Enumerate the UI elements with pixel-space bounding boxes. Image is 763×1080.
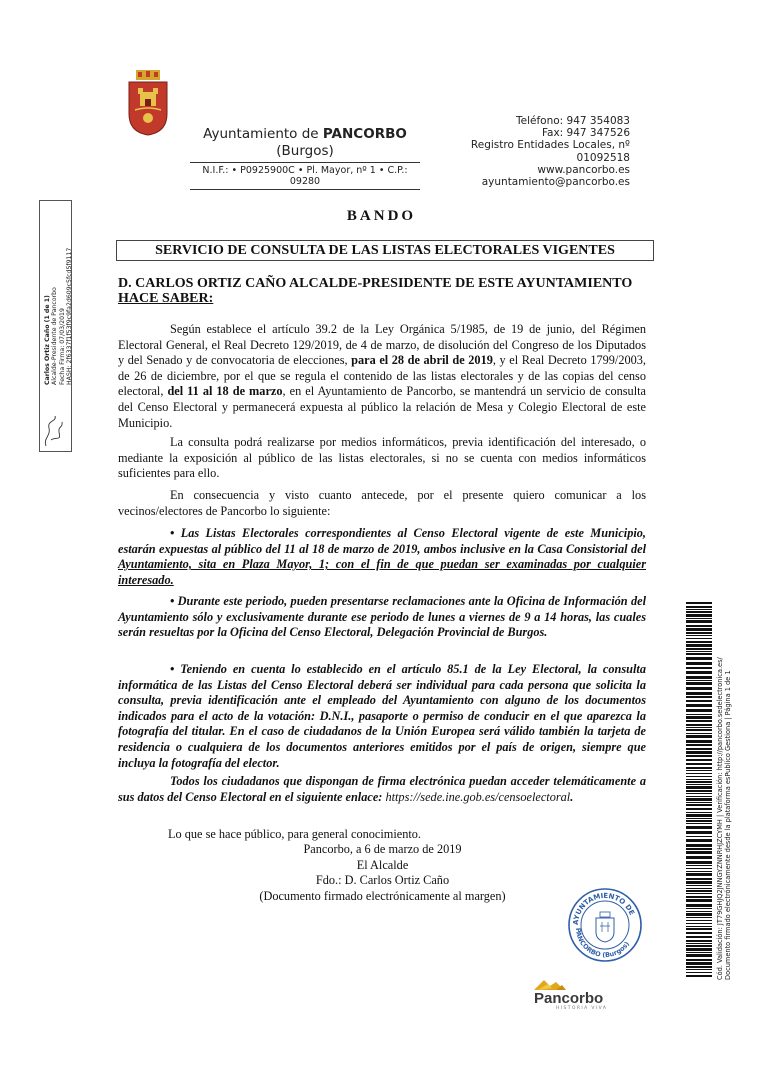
signature-info [44, 215, 73, 385]
mayor-heading [118, 276, 650, 306]
closing-line: Lo que se hace público, para general conocimiento. [168, 827, 422, 841]
mayor-line: D. CARLOS ORTIZ CAÑO ALCALDE-PRESIDENTE DE ESTE AYUNTAMIENTO [118, 276, 633, 291]
signature-block [240, 842, 525, 904]
signer-role: Alcalde-Presidente de Pancorbo [51, 287, 59, 385]
bullet-2: • Durante este periodo, pueden presentarse reclamaciones ante la Oficina de Información del Ayuntamiento sólo y exclusivamente durante ese periodo de lunes a viernes de 9 a 14 horas, las cuales serán resueltas por la Oficina del Censo Electoral, Delegación Provincial de Burgos. [118, 594, 646, 640]
svg-text:PANCORBO (Burgos): PANCORBO (Burgos) [573, 927, 632, 960]
paragraph-3: En consecuencia y visto cuanto antecede, por el presente quiero comunicar a los vecinos/electores de Pancorbo lo siguiente: [118, 488, 646, 518]
logo-name: Pancorbo [534, 990, 604, 1007]
nif-line: N.I.F.: • P0925900C • Pl. Mayor, nº 1 • C.P.: 09280 [202, 165, 408, 187]
official-stamp-seal [566, 886, 644, 964]
contact-block [430, 115, 630, 188]
logo-tagline: HISTORIA VIVA [556, 1006, 608, 1011]
verification-line-1: Cód. Validación: JT79GHJQ2JNNGYZNNRHJZCYMH | Verificación: http://pancorbo.sedelectronica.es/ [716, 657, 724, 980]
bullet-3: • Teniendo en cuenta lo establecido en el artículo 85.1 de la Ley Electoral, la consulta informática de las Listas del Censo Electoral deberá ser individual para cada persona que solicita la consulta, previa identificación ante el empleado del Ayuntamiento con alguno de los documentos indicados para el acto de la votación: D.N.I., pasaporte o permiso de conducir en el que aparezca la fotografía del titular. En el caso de ciudadanos de la Unión Europea será válido también la tarjeta de residencia o cualquiera de los documentos anteriores emitidos por el país de origen, siempre que incluya la fotografía del elector. [118, 662, 646, 770]
header-rule-bottom [190, 189, 420, 190]
email-link[interactable]: ayuntamiento@pancorbo.es [481, 176, 630, 189]
bullet-4: Todos los ciudadanos que dispongan de firma electrónica puedan acceder telemáticamente a sus datos del Censo Electoral en el siguiente enlace: https://sede.ine.gob.es/censoelectoral. [118, 774, 646, 804]
verification-line-2: Documento firmado electrónicamente desde la plataforma esPublico Gestiona | Página 1 de 1 [724, 670, 732, 980]
document-subtitle: SERVICIO DE CONSULTA DE LAS LISTAS ELECTORALES VIGENTES [116, 240, 654, 261]
handwritten-signature-icon [41, 410, 67, 450]
signature-date: Fecha Firma: 07/03/2019 [58, 308, 66, 385]
organization-province: (Burgos) [276, 143, 334, 159]
place-date: Pancorbo, a 6 de marzo de 2019 [303, 842, 462, 856]
verification-text [716, 657, 732, 980]
organization-header [190, 126, 420, 192]
registry-label: Registro Entidades Locales, nº [470, 139, 630, 152]
header-rule [190, 162, 420, 163]
registry-number: 01092518 [576, 151, 630, 164]
signature-hash: HASH: 2f6337f1f53f9c9fa2d609c5fcd5f9117 [65, 247, 73, 385]
phone: Teléfono: 947 354083 [515, 115, 630, 127]
signer-name: Carlos Ortiz Caño (1 de 1) [44, 295, 51, 385]
paragraph-2: La consulta podrá realizarse por medios informáticos, previa identificación del interesado, o mediante la exposición al público de las listas electorales, si no se cuenta con medios informáticos suficientes para ello. [118, 435, 646, 481]
fax: Fax: 947 347526 [541, 127, 630, 140]
bullet-1: • Las Listas Electorales correspondientes al Censo Electoral vigente de este Municipio, estarán expuestas al público del 11 al 18 de marzo de 2019, ambos inclusive en la Casa Consistorial del Ayuntamiento, sita en Plaza Mayor, 1; con el fin de que puedan ser examinadas por cualquier interesado. [118, 526, 646, 587]
website-link[interactable]: www.pancorbo.es [537, 163, 630, 176]
signed-note: (Documento firmado electrónicamente al margen) [259, 888, 506, 903]
paragraph-1: Según establece el artículo 39.2 de la Ley Orgánica 5/1985, de 19 de junio, del Régimen Electoral General, el Real Decreto 129/2019, de 4 de marzo, de disolución del Congreso de los Diputados y del Senado y de convocatoria de elecciones, para el 28 de abril de 2019, y el Real Decreto 1799/2003, de 26 de diciembre, por el que se regula el contenido de las listas electorales y de las copias del censo electoral, del 11 al 18 de marzo, en el Ayuntamiento de Pancorbo, se mantendrá un servicio de consulta del Censo Electoral y permanecerá expuesta al público la relación de Mesa y Colegio Electoral de este Municipio. [118, 322, 646, 430]
el-alcalde: El Alcalde [356, 857, 409, 872]
document-title: BANDO [346, 208, 417, 224]
censo-electoral-link[interactable]: https://sede.ine.gob.es/censoelectoral [385, 789, 571, 804]
signed-by: Fdo.: D. Carlos Ortiz Caño [315, 873, 450, 887]
barcode-icon [686, 602, 712, 978]
svg-text:AYUNTAMIENTO DE: AYUNTAMIENTO DE [571, 891, 636, 926]
hace-saber: HACE SABER: [118, 291, 214, 306]
organization-name: Ayuntamiento de PANCORBO [203, 126, 407, 142]
coat-of-arms-icon [127, 70, 169, 136]
